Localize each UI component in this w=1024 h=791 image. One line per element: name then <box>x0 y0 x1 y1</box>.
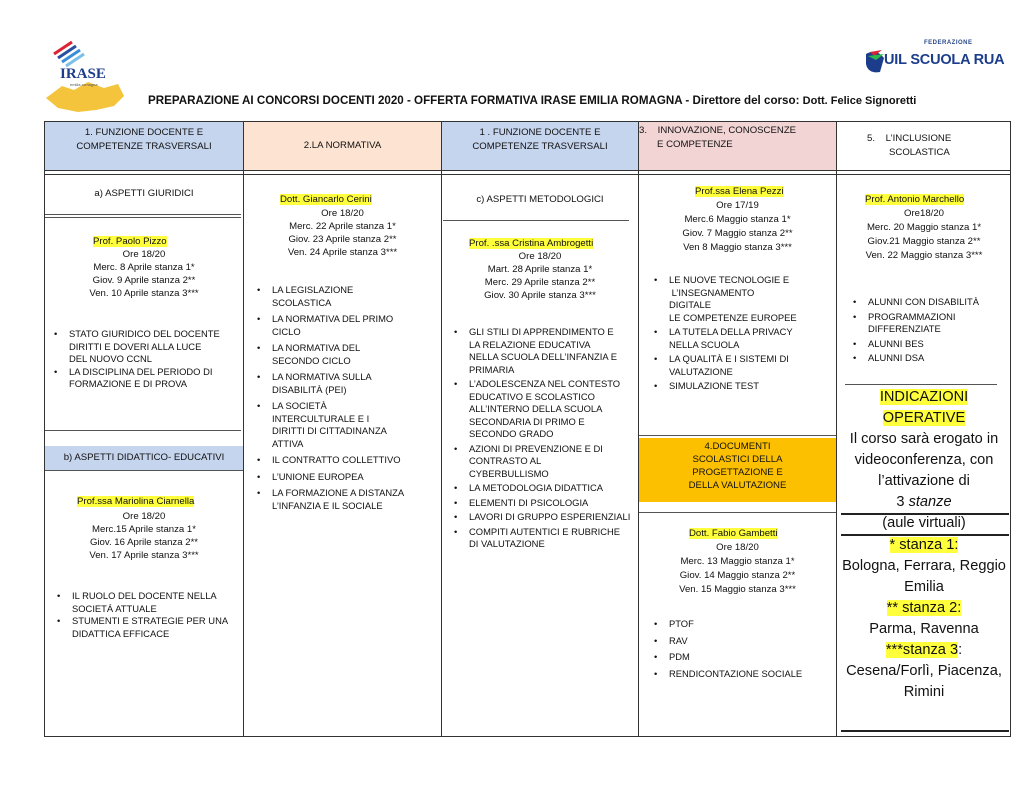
section-c-title: c) ASPETTI METODOLOGICI <box>476 194 604 205</box>
list-item: • RENDICONTAZIONE SOCIALE <box>654 667 803 679</box>
list-item: • IL RUOLO DEL DOCENTE NELLA SOCIETÁ ATTUALE <box>57 590 217 614</box>
professor-name: Prof.ssa Elena Pezzi <box>695 186 784 197</box>
list-item: • LA DISCIPLINA DEL PERIODO DI FORMAZIONE E DI PROVA <box>54 365 213 389</box>
topic-list <box>57 590 229 640</box>
list-item: • ELEMENTI DI PSICOLOGIA <box>454 496 589 508</box>
list-item: • ALUNNI BES <box>853 337 924 349</box>
topic-list <box>654 618 803 680</box>
section-a-title: a) ASPETTI GIURIDICI <box>94 188 194 199</box>
topic-list <box>454 326 631 551</box>
list-item: • ALUNNI CON DISABILITÀ <box>853 296 979 307</box>
svg-text:emilia-romagna: emilia-romagna <box>70 82 98 87</box>
professor-name: Dott. Fabio Gambetti <box>689 528 778 539</box>
list-item: • LA SOCIETÀ INTERCULTURALE E I DIRITTI DI CITTADINANZA ATTIVA <box>257 400 387 449</box>
list-item: • ALUNNI DSA <box>853 352 925 363</box>
list-item: • LA LEGISLAZIONE SCOLASTICA <box>257 284 354 308</box>
list-item: • LA METODOLOGIA DIDATTICA <box>454 482 604 493</box>
list-item: • GLI STILI DI APPRENDIMENTO E LA RELAZIONE EDUCATIVA NELLA SCUOLA DELL’INFANZIA E PRIMARIA <box>454 326 617 375</box>
list-item: • LAVORI DI GRUPPO ESPERIENZIALI <box>454 511 631 522</box>
topic-list <box>257 284 405 512</box>
list-item: • PROGRAMMAZIONI DIFFERENZIATE <box>853 310 956 334</box>
header-col4: 3. INNOVAZIONE, CONOSCENZE E COMPETENZE <box>639 122 836 170</box>
header-col2: 2.LA NORMATIVA <box>244 122 441 170</box>
director-name: Dott. Felice Signoretti <box>802 95 917 107</box>
list-item: • LE NUOVE TECNOLOGIE E L’INSEGNAMENTO DIGITALE LE COMPETENZE EUROPEE <box>654 274 797 323</box>
header-col3: 1 . FUNZIONE DOCENTE E COMPETENZE TRASVERSALI <box>442 122 638 170</box>
stanze-count: 3 stanze <box>896 494 952 510</box>
professor-name: Prof.ssa Mariolina Ciarnella <box>77 496 195 507</box>
list-item: • LA FORMAZIONE A DISTANZA L’INFANZIA E IL SOCIALE <box>257 487 405 511</box>
list-item: • SIMULAZIONE TEST <box>654 380 759 391</box>
course-table: 1. FUNZIONE DOCENTE E COMPETENZE TRASVERSALI 2.LA NORMATIVA 1 . FUNZIONE DOCENTE E COMPETENZE TRASVERSALI 3. INNOVAZIONE, CONOSCENZE E COMPETENZE 5. L’INCLUSIONE SCOLASTICA a) ASPETTI GIURIDICI Prof. Paolo Pizzo Ore 18/20 Merc. 8 Aprile stanza 1* Giov. 9 Aprile stanza 2** Ven. 10 Aprile stanza 3*** • STATO GIURIDICO DEL DOCENTE DIRITTI E DOVERI ALLA LUCE DEL NUOVO CCNL • LA DISCIPLINA DEL PERIODO DI FORMAZIONE E DI PROVA b) ASPETTI DIDATTICO- EDUCATIVI Prof.ssa Mariolina Ciarnella Ore 18/20 Merc.15 Aprile stanza 1* Giov. 16 Aprile stanza 2** Ven. 17 Aprile stanza 3*** • IL RUOLO DEL DOCENTE NELLA SOCIETÁ ATTUALE • STUMENTI E STRATEGIE PER UNA DIDATTICA EFFICACE Dott. Giancarlo Cerini Ore 18/20 Merc. 22 Aprile stanza 1* Giov. 23 Aprile stanza 2** Ven. 24 Aprile stanza 3*** • LA LEGISLAZIONE SCOLASTICA • LA NORMATIVA DEL PRIMO CICLO • LA NORMATIVA DEL SECONDO CICLO • LA NORMATIVA SULLA DISABILITÀ (PEI) • LA SOCIETÀ INTERCULTURALE E I DIRITTI DI CITTADINANZA ATTIVA • IL CONTRATTO COLLETTIVO • L’UNIONE EUROPEA • LA FORMAZIONE A DISTANZA L’INFANZIA E IL SOCIALE c) ASPETTI METODOLOGICI Prof. .ssa Cristina Ambrogetti Ore 18/20 Mart. 28 Aprile stanza 1* Merc. 29 Aprile stanza 2** Giov. 30 Aprile stanza 3*** • GLI STILI DI APPRENDIMENTO E LA RELAZIONE EDUCATIVA NELLA SCUOLA DELL’INFANZIA E PRIMARIA • L’ADOLESCENZA NEL CONTESTO EDUCATIVO E SCOLASTICO ALL’INTERNO DELLA SCUOLA SECONDARIA DI PRIMO E SECONDO GRADO • AZIONI DI PREVENZIONE E DI CONTRASTO AL CYBERBULLISMO • LA METODOLOGIA DIDATTICA • ELEMENTI DI PSICOLOGIA • LAVORI DI GRUPPO ESPERIENZIALI • COMPITI AUTENTICI E RUBRICHE DI VALUTAZIONE Prof.ssa Elena Pezzi Ore 17/19 Merc.6 Maggio stanza 1* Giov. 7 Maggio stanza 2** Ven 8 Maggio stanza 3*** • LE NUOVE TECNOLOGIE E L’INSEGNAMENTO DIGITALE LE COMPETENZE EUROPEE • LA TUTELA DELLA PRIVACY NELLA SCUOLA • LA QUALITÀ E I SISTEMI DI VALUTAZIONE • SIMULAZIONE TEST 4.DOCUMENTI SCOLASTICI DELLA PROGETTAZIONE E DELLA VALUTAZIONE Dott. Fabio Gambetti Ore 18/20 Merc. 13 Maggio stanza 1* Giov. 14 Maggio stanza 2** Ven. 15 Maggio stanza 3*** • PTOF • RAV • PDM • RENDICONTAZIONE SOCIALE Prof. Antonio Marchello Ore18/20 Merc. 20 Maggio stanza 1* Giov.21 Maggio stanza 2** Ven. 22 Maggio stanza 3*** • ALUNNI CON DISABILITÀ • PROGRAMMAZIONI DIFFERENZIATE • ALUNNI BES • ALUNNI DSA INDICAZIONI OPERATIVE Il corso sarà erogato in videoconferenza, con l’attivazione di 3 stanze (aule virtuali) * stanza 1: Bologna, Ferrara, Reggio Emilia ** stanza 2: Parma, Ravenna ***stanza 3: Cesena/Forlì, Piacenza, Rimini <box>44 121 1011 737</box>
section-documenti-title: 4.DOCUMENTI SCOLASTICI DELLA PROGETTAZIONE E DELLA VALUTAZIONE <box>639 438 836 502</box>
professor-name: Prof. .ssa Cristina Ambrogetti <box>469 238 594 249</box>
list-item: • PDM <box>654 651 690 662</box>
list-item: • PTOF <box>654 618 694 629</box>
document-title: PREPARAZIONE AI CONCORSI DOCENTI 2020 - OFFERTA FORMATIVA IRASE EMILIA ROMAGNA - Direttore del corso: Dott. Felice Signoretti <box>148 94 917 107</box>
list-item: • IL CONTRATTO COLLETTIVO <box>257 454 401 465</box>
topic-list <box>853 296 979 365</box>
indicazioni-title: INDICAZIONI <box>879 389 969 405</box>
professor-name: Prof. Antonio Marchello <box>865 194 965 205</box>
list-item: • LA NORMATIVA SULLA DISABILITÀ (PEI) <box>257 371 372 395</box>
professor-name: Prof. Paolo Pizzo <box>93 236 167 247</box>
uil-scuola-logo: FEDERAZIONE UIL SCUOLA RUA <box>862 40 990 82</box>
list-item: • LA NORMATIVA DEL SECONDO CICLO <box>257 342 361 366</box>
professor-name: Dott. Giancarlo Cerini <box>280 194 372 205</box>
header-col1: 1. FUNZIONE DOCENTE E COMPETENZE TRASVERSALI <box>45 122 243 170</box>
list-item: • AZIONI DI PREVENZIONE E DI CONTRASTO AL CYBERBULLISMO <box>454 442 603 479</box>
list-item: • RAV <box>654 634 688 646</box>
topic-list <box>54 328 220 391</box>
stanza-3-label: ***stanza 3: <box>885 642 963 658</box>
list-item: • L’ADOLESCENZA NEL CONTESTO EDUCATIVO E SCOLASTICO ALL’INTERNO DELLA SCUOLA SECONDARIA DI PRIMO E SECONDO GRADO <box>454 378 621 439</box>
list-item: • L’UNIONE EUROPEA <box>257 470 364 482</box>
list-item: • COMPITI AUTENTICI E RUBRICHE DI VALUTAZIONE <box>454 525 621 549</box>
list-item: • LA TUTELA DELLA PRIVACY NELLA SCUOLA <box>654 326 793 350</box>
operative-title: OPERATIVE <box>882 410 966 426</box>
list-item: • LA QUALITÀ E I SISTEMI DI VALUTAZIONE <box>654 353 789 377</box>
header-col5: 5. L’INCLUSIONE SCOLASTICA <box>867 133 952 158</box>
list-item: • STATO GIURIDICO DEL DOCENTE DIRITTI E DOVERI ALLA LUCE DEL NUOVO CCNL <box>54 328 220 364</box>
topic-list <box>654 274 797 393</box>
irase-logo <box>44 36 128 118</box>
svg-text:IRASE: IRASE <box>60 66 106 82</box>
list-item: • STUMENTI E STRATEGIE PER UNA DIDATTICA EFFICACE <box>57 615 229 639</box>
stanza-1-label: * stanza 1: <box>889 537 959 553</box>
section-b-title: b) ASPETTI DIDATTICO- EDUCATIVI <box>45 446 243 470</box>
list-item: • LA NORMATIVA DEL PRIMO CICLO <box>257 313 394 337</box>
stanza-2-label: ** stanza 2: <box>886 600 962 616</box>
